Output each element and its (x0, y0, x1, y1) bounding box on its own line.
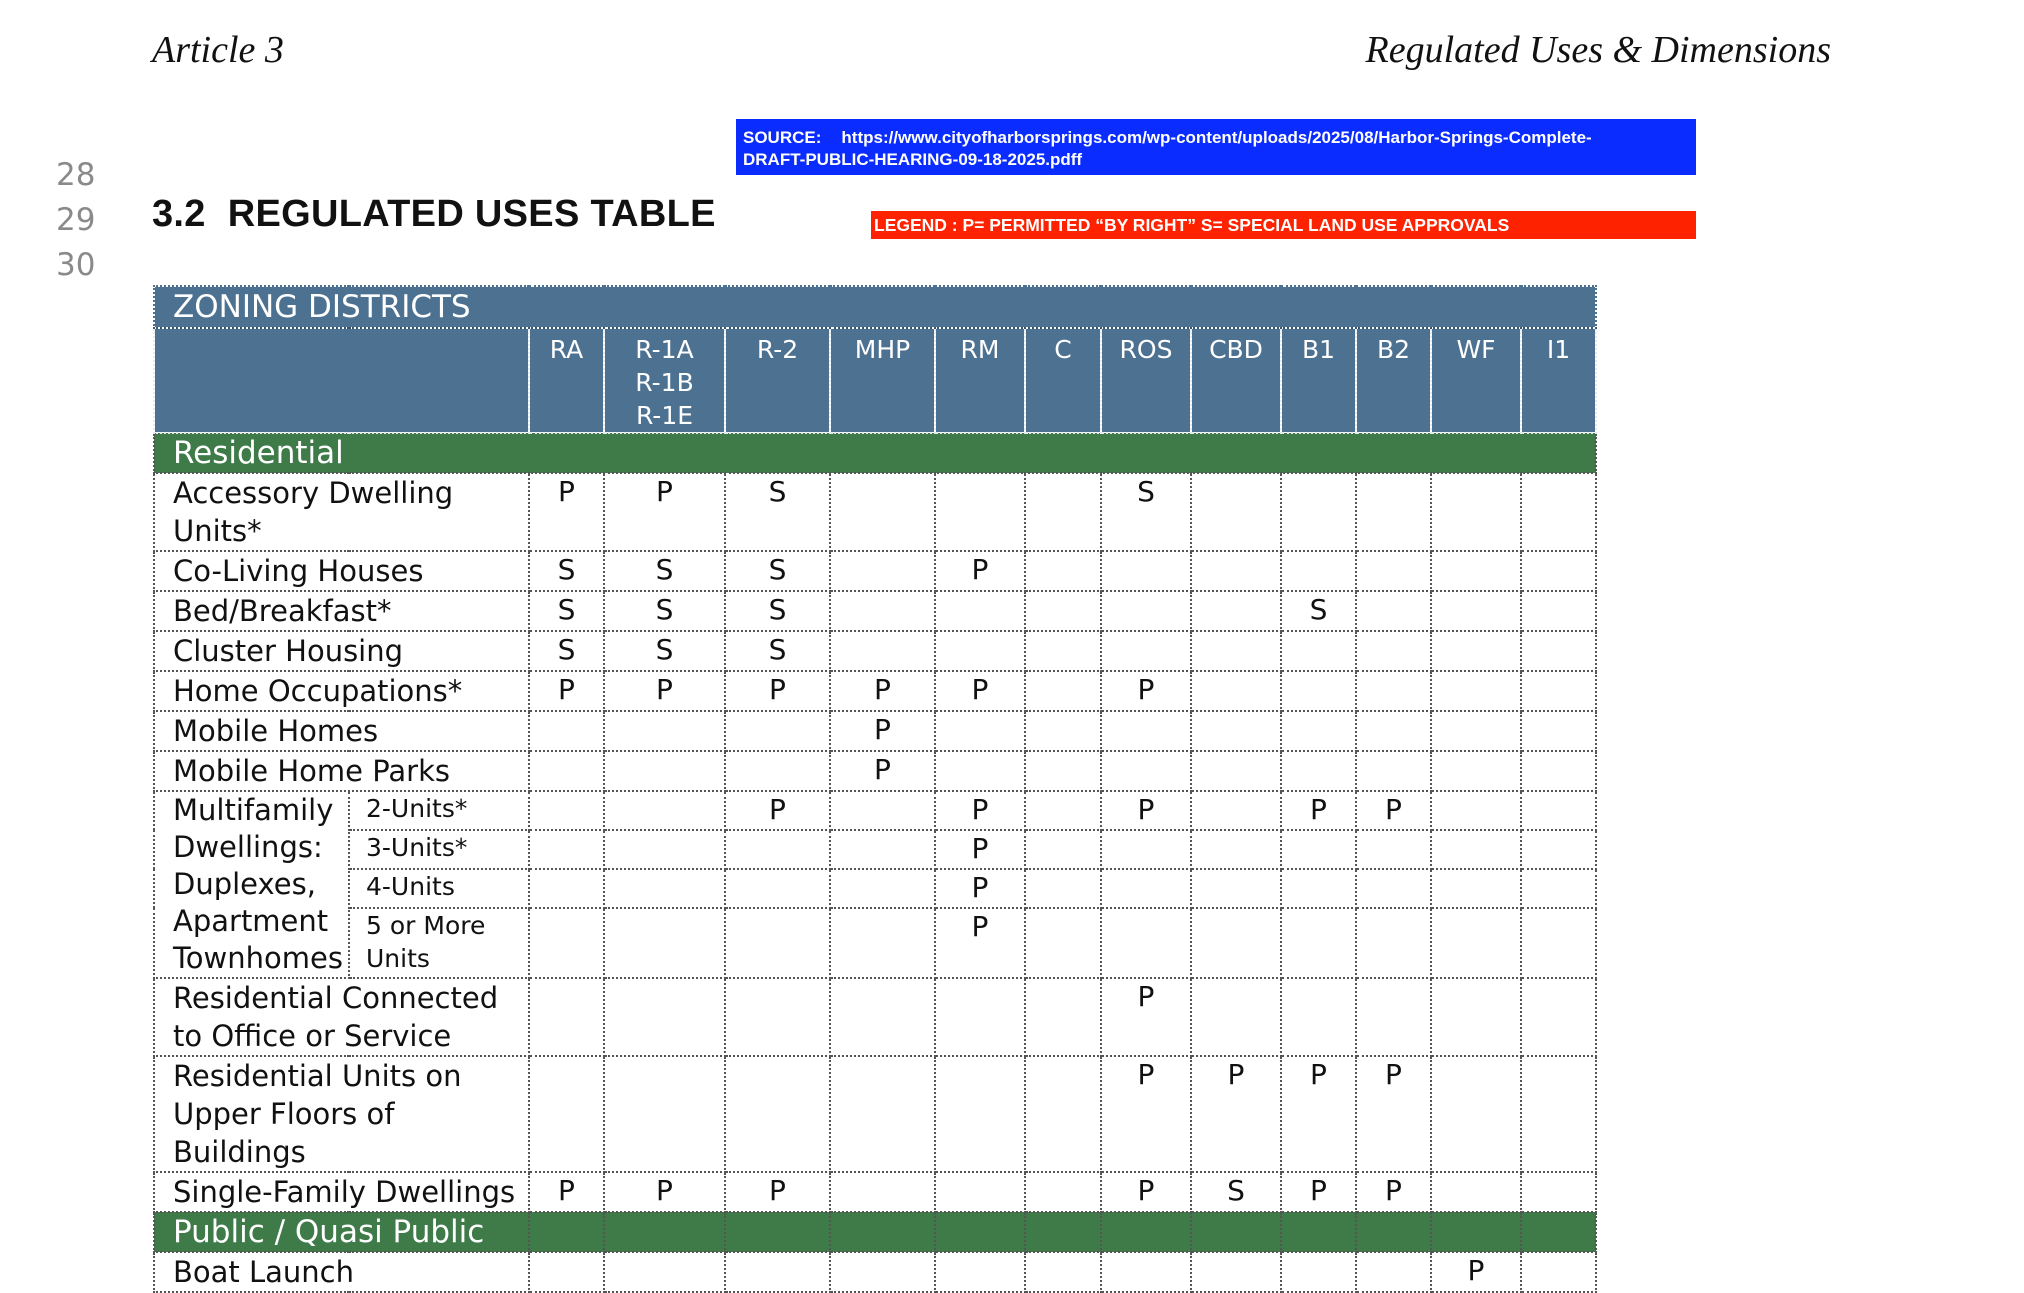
zoning-cell: S (604, 631, 725, 671)
zoning-cell (1281, 869, 1356, 908)
use-name: Mobile Homes (154, 711, 529, 751)
zoning-cell (1521, 751, 1596, 791)
zoning-cell: P (529, 671, 604, 711)
zoning-cell (529, 869, 604, 908)
zoning-cell (725, 1056, 830, 1172)
zoning-cell (1025, 671, 1101, 711)
zoning-cell: S (725, 631, 830, 671)
zoning-cell (1431, 791, 1521, 830)
zoning-cell (1025, 551, 1101, 591)
zoning-cell: P (1281, 1056, 1356, 1172)
zoning-cell: S (1191, 1172, 1281, 1212)
zoning-cell (725, 1252, 830, 1292)
zoning-cell (1025, 791, 1101, 830)
use-name: Co-Living Houses (154, 551, 529, 591)
zoning-cell (1281, 671, 1356, 711)
zoning-cell (1521, 631, 1596, 671)
zoning-cell (1431, 591, 1521, 631)
zoning-cell (1191, 908, 1281, 978)
zoning-cell: S (529, 591, 604, 631)
zoning-cell (830, 591, 935, 631)
zoning-cell (830, 869, 935, 908)
source-url-part-2[interactable]: DRAFT-PUBLIC-HEARING-09-18-2025.pdff (743, 150, 1083, 169)
zoning-cell: P (1356, 1172, 1431, 1212)
column-header: WF (1431, 328, 1521, 433)
zoning-cell (1191, 711, 1281, 751)
column-header (604, 328, 725, 433)
column-header: R-2 (725, 328, 830, 433)
zoning-cell (529, 1056, 604, 1172)
category-residential: Residential (154, 433, 1596, 473)
table-row (154, 1172, 1596, 1212)
zoning-cell (830, 908, 935, 978)
zoning-cell (935, 978, 1025, 1056)
table-row (154, 751, 1596, 791)
use-name: Cluster Housing (154, 631, 529, 671)
section-title (152, 193, 716, 236)
zoning-cell: P (1356, 1056, 1431, 1172)
zoning-cell: P (935, 830, 1025, 869)
line-number: 28 (56, 157, 96, 193)
zoning-cell (1356, 591, 1431, 631)
zoning-cell (1191, 473, 1281, 551)
column-header: C (1025, 328, 1101, 433)
zoning-cell (1281, 1252, 1356, 1292)
zoning-cell (1431, 908, 1521, 978)
zoning-cell (935, 473, 1025, 551)
zoning-cell (529, 751, 604, 791)
zoning-cell (1431, 869, 1521, 908)
zoning-cell (935, 1252, 1025, 1292)
zoning-cell (1521, 591, 1596, 631)
zoning-cell (1025, 631, 1101, 671)
zoning-cell (604, 1056, 725, 1172)
section-number: 3.2 (152, 193, 206, 235)
zoning-cell (604, 791, 725, 830)
zoning-cell: P (1281, 791, 1356, 830)
category-fill (1101, 1212, 1191, 1252)
zoning-cell (529, 791, 604, 830)
table-row (154, 591, 1596, 631)
zoning-cell (830, 473, 935, 551)
category-fill (1281, 1212, 1356, 1252)
category-public: Public / Quasi Public (154, 1212, 529, 1252)
zoning-cell (1521, 551, 1596, 591)
source-line-1 (743, 127, 1689, 149)
table-row (154, 1252, 1596, 1292)
zoning-cell (1101, 908, 1191, 978)
zoning-cell: S (529, 551, 604, 591)
table-row (154, 830, 1596, 869)
zoning-cell (1356, 711, 1431, 751)
zoning-cell (830, 1252, 935, 1292)
zoning-cell: P (604, 1172, 725, 1212)
table-row (154, 791, 1596, 830)
zoning-cell (1025, 591, 1101, 631)
table-row (154, 978, 1596, 1056)
category-fill (1191, 1212, 1281, 1252)
multifamily-label: Multifamily Dwellings: Duplexes, Apartment Townhomes (154, 791, 349, 978)
zoning-cell (830, 978, 935, 1056)
zoning-cell (935, 1172, 1025, 1212)
zoning-cell (1431, 631, 1521, 671)
zoning-cell: P (935, 551, 1025, 591)
zoning-cell (830, 631, 935, 671)
zoning-cell (1281, 978, 1356, 1056)
zoning-cell: P (1101, 671, 1191, 711)
category-fill (1356, 1212, 1431, 1252)
column-header: I1 (1521, 328, 1596, 433)
zoning-cell: P (529, 1172, 604, 1212)
zoning-cell (1281, 473, 1356, 551)
zoning-cell: P (935, 869, 1025, 908)
zoning-cell (604, 908, 725, 978)
zoning-cell (830, 1056, 935, 1172)
zoning-cell: P (1101, 791, 1191, 830)
zoning-cell (1101, 591, 1191, 631)
zoning-cell (1101, 830, 1191, 869)
zoning-cell (1025, 978, 1101, 1056)
zoning-cell (1521, 1056, 1596, 1172)
zoning-cell: P (935, 671, 1025, 711)
zoning-cell: P (830, 671, 935, 711)
category-fill (604, 1212, 725, 1252)
zoning-cell (830, 830, 935, 869)
zoning-cell (1191, 591, 1281, 631)
zoning-cell: S (1281, 591, 1356, 631)
table-row (154, 908, 1596, 978)
zoning-cell: S (725, 473, 830, 551)
zoning-cell (1101, 551, 1191, 591)
category-fill (725, 1212, 830, 1252)
zoning-cell (1191, 869, 1281, 908)
header-blank (154, 328, 529, 433)
zoning-cell (1356, 1252, 1431, 1292)
source-annotation (736, 119, 1696, 175)
column-header: RA (529, 328, 604, 433)
zoning-cell: P (1356, 791, 1431, 830)
zoning-cell (1025, 869, 1101, 908)
line-number: 29 (56, 202, 96, 238)
zoning-cell (529, 830, 604, 869)
zoning-cell: S (725, 551, 830, 591)
use-name: Mobile Home Parks (154, 751, 529, 791)
zoning-cell (725, 978, 830, 1056)
zoning-cell (1431, 551, 1521, 591)
zoning-cell: P (725, 791, 830, 830)
category-fill (529, 1212, 604, 1252)
use-name: Residential Connected to Office or Service (154, 978, 529, 1056)
zoning-cell: P (604, 473, 725, 551)
legend-annotation: LEGEND : P= PERMITTED “BY RIGHT” S= SPECIAL LAND USE APPROVALS (871, 211, 1696, 239)
zoning-cell (935, 751, 1025, 791)
zoning-cell: P (725, 671, 830, 711)
zoning-cell (604, 869, 725, 908)
zoning-cell: P (1281, 1172, 1356, 1212)
table-row (154, 869, 1596, 908)
zoning-cell: P (935, 908, 1025, 978)
category-fill (1431, 1212, 1521, 1252)
zoning-cell (1521, 791, 1596, 830)
zoning-cell (1191, 978, 1281, 1056)
zoning-cell (604, 830, 725, 869)
zoning-cell (1025, 830, 1101, 869)
column-header: MHP (830, 328, 935, 433)
use-name: Bed/Breakfast* (154, 591, 529, 631)
zoning-cell (604, 978, 725, 1056)
zoning-cell (1281, 711, 1356, 751)
zoning-cell (1025, 751, 1101, 791)
zoning-cell (1431, 751, 1521, 791)
page-header-right: Regulated Uses & Dimensions (1365, 29, 1831, 71)
zoning-cell (1025, 1056, 1101, 1172)
zoning-cell (1356, 869, 1431, 908)
zoning-cell: P (1101, 1056, 1191, 1172)
source-label: SOURCE: (743, 128, 822, 147)
zoning-cell (1101, 1252, 1191, 1292)
zoning-cell: P (529, 473, 604, 551)
zoning-cell (1521, 830, 1596, 869)
zoning-cell (529, 711, 604, 751)
zoning-cell (1356, 908, 1431, 978)
zoning-cell (1191, 830, 1281, 869)
zoning-cell (1191, 791, 1281, 830)
use-name: Boat Launch (154, 1252, 529, 1292)
zoning-cell (1356, 751, 1431, 791)
zoning-cell (1281, 908, 1356, 978)
zoning-cell (1191, 751, 1281, 791)
zoning-cell: P (935, 791, 1025, 830)
zoning-cell: S (725, 591, 830, 631)
zoning-cell (1521, 978, 1596, 1056)
zoning-cell (1431, 1172, 1521, 1212)
zoning-cell (1521, 671, 1596, 711)
zoning-cell (604, 751, 725, 791)
zoning-cell (935, 591, 1025, 631)
zoning-cell (830, 551, 935, 591)
zoning-cell (1431, 711, 1521, 751)
zoning-cell (1356, 671, 1431, 711)
regulated-uses-table (153, 285, 1597, 1293)
zoning-cell (1281, 551, 1356, 591)
zoning-cell (1101, 751, 1191, 791)
page-header-left: Article 3 (152, 29, 284, 71)
zoning-cell (1025, 1172, 1101, 1212)
zoning-cell: P (725, 1172, 830, 1212)
use-name: Home Occupations* (154, 671, 529, 711)
zoning-cell (935, 631, 1025, 671)
table-row (154, 671, 1596, 711)
zoning-cell (725, 751, 830, 791)
zoning-cell (1101, 869, 1191, 908)
zoning-cell (1191, 551, 1281, 591)
line-number: 30 (56, 247, 96, 283)
zoning-cell (1025, 473, 1101, 551)
zoning-cell (529, 908, 604, 978)
zoning-cell (1281, 751, 1356, 791)
category-fill (935, 1212, 1025, 1252)
column-header-text: R-1A R-1B R-1E (635, 335, 694, 430)
zoning-cell (1431, 978, 1521, 1056)
zoning-cell (1521, 908, 1596, 978)
zoning-cell (1191, 631, 1281, 671)
zoning-cell (1521, 711, 1596, 751)
zoning-cell (1431, 830, 1521, 869)
category-fill (1521, 1212, 1596, 1252)
column-header: B2 (1356, 328, 1431, 433)
zoning-cell (1025, 1252, 1101, 1292)
table-title: ZONING DISTRICTS (154, 286, 1596, 328)
section-heading: REGULATED USES TABLE (227, 193, 716, 235)
zoning-cell (1191, 671, 1281, 711)
zoning-cell (1281, 631, 1356, 671)
zoning-cell (830, 791, 935, 830)
zoning-cell: P (830, 711, 935, 751)
zoning-cell (529, 978, 604, 1056)
zoning-cell (604, 711, 725, 751)
zoning-cell (1431, 473, 1521, 551)
zoning-cell (1431, 1056, 1521, 1172)
source-url-part-1[interactable]: https://www.cityofharborsprings.com/wp-content/uploads/2025/08/Harbor-Springs-Complete- (841, 128, 1592, 147)
zoning-cell: S (604, 591, 725, 631)
zoning-cell (1101, 711, 1191, 751)
zoning-cell (1356, 631, 1431, 671)
zoning-cell (1101, 631, 1191, 671)
zoning-cell (1521, 473, 1596, 551)
zoning-cell (1191, 1252, 1281, 1292)
zoning-cell: P (1101, 1172, 1191, 1212)
table-row (154, 473, 1596, 551)
use-name: Accessory Dwelling Units* (154, 473, 529, 551)
zoning-cell (1431, 671, 1521, 711)
unit-subtype: 4-Units (349, 869, 529, 908)
zoning-cell (604, 1252, 725, 1292)
use-name: Single-Family Dwellings (154, 1172, 529, 1212)
zoning-cell (1025, 908, 1101, 978)
zoning-cell: P (1431, 1252, 1521, 1292)
zoning-cell (1521, 1252, 1596, 1292)
zoning-cell (725, 830, 830, 869)
zoning-cell: S (529, 631, 604, 671)
zoning-cell (725, 869, 830, 908)
zoning-cell (1356, 830, 1431, 869)
zoning-cell (935, 1056, 1025, 1172)
zoning-cell: S (604, 551, 725, 591)
zoning-cell: P (1101, 978, 1191, 1056)
zoning-cell: P (604, 671, 725, 711)
zoning-cell: P (1191, 1056, 1281, 1172)
zoning-cell (529, 1252, 604, 1292)
table-row (154, 551, 1596, 591)
column-header: B1 (1281, 328, 1356, 433)
zoning-cell (1025, 711, 1101, 751)
unit-subtype: 2-Units* (349, 791, 529, 830)
category-fill (830, 1212, 935, 1252)
zoning-cell (1521, 869, 1596, 908)
zoning-cell (725, 908, 830, 978)
zoning-cell (1356, 473, 1431, 551)
zoning-cell (830, 1172, 935, 1212)
unit-subtype: 3-Units* (349, 830, 529, 869)
unit-subtype: 5 or More Units (349, 908, 529, 978)
zoning-cell: S (1101, 473, 1191, 551)
zoning-cell (1521, 1172, 1596, 1212)
zoning-cell (1281, 830, 1356, 869)
column-header: CBD (1191, 328, 1281, 433)
use-name: Residential Units on Upper Floors of Buildings (154, 1056, 529, 1172)
zoning-cell: P (830, 751, 935, 791)
column-header: RM (935, 328, 1025, 433)
table-row (154, 631, 1596, 671)
zoning-cell (725, 711, 830, 751)
table-row (154, 711, 1596, 751)
zoning-cell (1356, 551, 1431, 591)
category-fill (1025, 1212, 1101, 1252)
zoning-cell (1356, 978, 1431, 1056)
zoning-cell (935, 711, 1025, 751)
column-header: ROS (1101, 328, 1191, 433)
table-row (154, 1056, 1596, 1172)
